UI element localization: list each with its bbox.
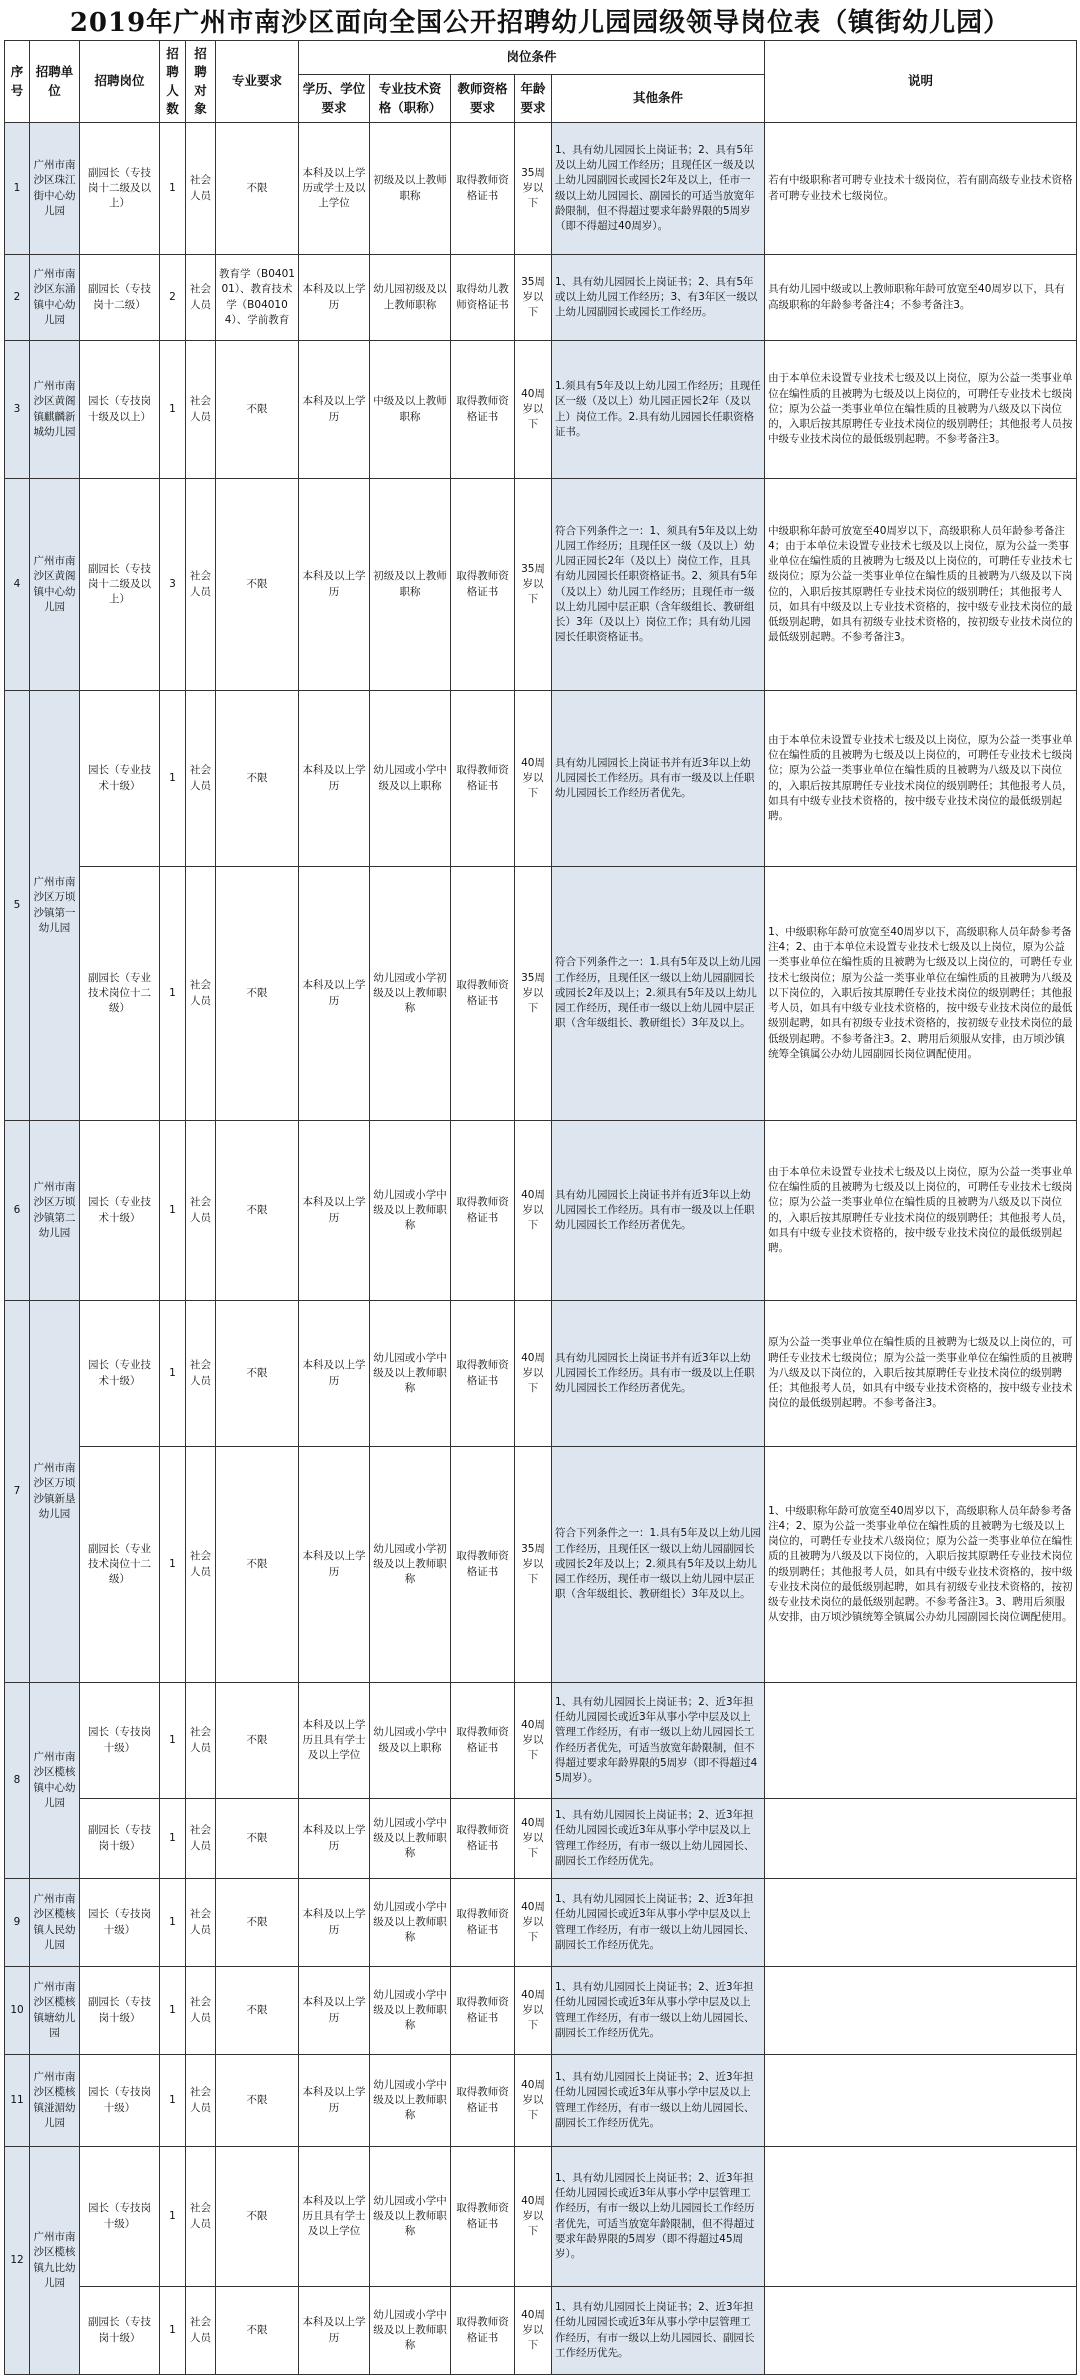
cell-edu: 本科及以上学历 [299,691,370,867]
cell-no: 5 [5,691,30,1121]
cell-cert: 取得教师资格证书 [451,1301,515,1447]
cell-other: 1、具有幼儿园园长上岗证书；2、近3年担任幼儿园园长或近3年从事小学中层及以上管理工作经历，有市一级以上幼儿园园长、副园长工作经历优先。 [552,2055,765,2147]
cell-tech: 幼儿园初级及以上教师职称 [370,255,451,341]
cell-major: 不限 [216,1447,299,1683]
cell-desc: 中级职称年龄可放宽至40周岁以下，高级职称人员年龄参考备注4；由于本单位未设置专业技术七级及以上岗位，原为公益一类事业单位在编性质的且被聘为七级及以上岗位的，可聘任专业技术七级岗位；原为公益一类事业单位在编性质的且被聘为八级及以下岗位的，入职后按其原聘任专业技术岗位的级别聘任；其他报考人员，如具有中级及以上专业技术资格的，按中级专业技术岗位的最低级别起聘，如具有初级专业技术资格的，按初级专业技术岗位的最低级别起聘。不参考备注3。 [765,479,1077,691]
cell-major: 不限 [216,1301,299,1447]
recruitment-table [4,40,1077,2375]
cell-unit: 广州市南沙区榄核镇塘幼儿园 [30,1967,80,2055]
cell-no: 12 [5,2147,30,2375]
cell-desc: 若有中级职称者可聘专业技术十级岗位，若有副高级专业技术资格者可聘专业技术七级岗位。 [765,123,1077,255]
cell-unit: 广州市南沙区榄核镇九比幼儿园 [30,2147,80,2375]
cell-no: 1 [5,123,30,255]
cell-edu: 本科及以上学历 [299,1879,370,1967]
cell-age: 35周岁以下 [515,479,552,691]
cell-cert: 取得教师资格证书 [451,2147,515,2287]
cell-cert: 取得教师资格证书 [451,1967,515,2055]
cell-age: 40周岁以下 [515,2055,552,2147]
cell-tech: 幼儿园或小学中级及以上教师职称 [370,2055,451,2147]
cell-no: 4 [5,479,30,691]
cell-other: 具有幼儿园园长上岗证书并有近3年以上幼儿园园长工作经历。具有市一级及以上任职幼儿园园长工作经历者优先。 [552,1301,765,1447]
cell-other: 1、具有幼儿园园长上岗证书；2、近3年担任幼儿园园长或近3年从事小学中层及以上管理工作经历，有市一级以上幼儿园园长、副园长工作经历优先。 [552,1879,765,1967]
header-desc: 说明 [765,41,1077,123]
cell-unit: 广州市南沙区万顷沙镇第二幼儿园 [30,1121,80,1301]
cell-edu: 本科及以上学历 [299,1301,370,1447]
cell-desc [765,1799,1077,1879]
cell-target: 社会人员 [186,2287,216,2375]
cell-other: 1、具有幼儿园园长上岗证书；2、具有5年或以上幼儿园工作经历；3、有3年区一级以上幼儿园副园长或园长工作经历。 [552,255,765,341]
cell-desc [765,2147,1077,2287]
cell-unit: 广州市南沙区万顷沙镇第一幼儿园 [30,691,80,1121]
cell-post: 园长（专技岗十级） [80,2055,160,2147]
cell-post: 园长（专业技术十级） [80,1301,160,1447]
cell-target: 社会人员 [186,1301,216,1447]
cell-cert: 取得教师资格证书 [451,479,515,691]
cell-edu: 本科及以上学历或学士及以上学位 [299,123,370,255]
cell-unit: 广州市南沙区榄核镇中心幼儿园 [30,1683,80,1879]
cell-post: 园长（专技岗十级） [80,1683,160,1799]
cell-age: 35周岁以下 [515,255,552,341]
cell-count: 1 [160,1967,186,2055]
cell-no: 11 [5,2055,30,2147]
cell-no: 6 [5,1121,30,1301]
table-row [5,1967,1077,2055]
cell-tech: 幼儿园或小学中级及以上教师职称 [370,1121,451,1301]
cell-count: 1 [160,1799,186,1879]
cell-target: 社会人员 [186,867,216,1121]
cell-cert: 取得教师资格证书 [451,2287,515,2375]
cell-desc: 由于本单位未设置专业技术七级及以上岗位，原为公益一类事业单位在编性质的且被聘为七级及以上岗位的，可聘任专业技术七级岗位；原为公益一类事业单位在编性质的且被聘为八级及以下岗位的，入职后按其原聘任专业技术岗位的级别聘任；其他报考人员，如具有中级专业技术资格的，按中级专业技术岗位的最低级别起聘。 [765,691,1077,867]
table-row [5,1799,1077,1879]
cell-count: 1 [160,1121,186,1301]
cell-other: 1、具有幼儿园园长上岗证书；2、具有5年及以上幼儿园工作经历；且现任区一级及以上幼儿园副园长或园长2年及以上，任市一级以上幼儿园园长、副园长的可适当放宽年龄限制，但不得超过要求年龄界限的5周岁（即不得超过40周岁）。 [552,123,765,255]
cell-no: 10 [5,1967,30,2055]
cell-other: 符合下列条件之一：1、须具有5年及以上幼儿园工作经历；且现任区一级（及以上）幼儿园正园长2年（及以上）岗位工作，且具有幼儿园园长任职资格证书。2、须具有5年（及以上）幼儿园工作经历；且现任市一级以上幼儿园中层正职（含年级组长、教研组长）3年（及以上）岗位工作；具有幼儿园园长任职资格证书。 [552,479,765,691]
cell-age: 40周岁以下 [515,1301,552,1447]
cell-edu: 本科及以上学历 [299,341,370,479]
cell-tech: 幼儿园或小学中级及以上教师职称 [370,1967,451,2055]
cell-target: 社会人员 [186,479,216,691]
header-age: 年龄要求 [515,75,552,123]
cell-other: 具有幼儿园园长上岗证书并有近3年以上幼儿园园长工作经历。具有市一级及以上任职幼儿园园长工作经历者优先。 [552,1121,765,1301]
cell-post: 园长（专技岗十级及以上） [80,341,160,479]
table-row [5,691,1077,867]
cell-major: 不限 [216,2055,299,2147]
header-conditions-group: 岗位条件 [299,41,765,75]
table-row [5,867,1077,1121]
cell-major: 不限 [216,1799,299,1879]
cell-edu: 本科及以上学历 [299,867,370,1121]
cell-major: 不限 [216,123,299,255]
cell-age: 40周岁以下 [515,2287,552,2375]
cell-tech: 幼儿园或小学中级及以上职称 [370,691,451,867]
table-row [5,2287,1077,2375]
cell-post: 副园长（专业技术岗位十二级） [80,1447,160,1683]
cell-post: 园长（专业技术十级） [80,691,160,867]
table-row [5,1447,1077,1683]
table-row [5,1301,1077,1447]
cell-major: 不限 [216,341,299,479]
cell-edu: 本科及以上学历 [299,1121,370,1301]
cell-age: 40周岁以下 [515,341,552,479]
table-row [5,479,1077,691]
cell-major: 不限 [216,1967,299,2055]
table-row [5,2147,1077,2287]
cell-count: 1 [160,867,186,1121]
cell-tech: 中级及以上教师职称 [370,341,451,479]
cell-edu: 本科及以上学历且具有学士及以上学位 [299,2147,370,2287]
table-row [5,1879,1077,1967]
cell-count: 1 [160,2287,186,2375]
cell-no: 8 [5,1683,30,1879]
cell-edu: 本科及以上学历 [299,479,370,691]
header-edu: 学历、学位要求 [299,75,370,123]
cell-no: 7 [5,1301,30,1683]
cell-other: 1.须具有5年及以上幼儿园工作经历；且现任区一级（及以上）幼儿园正园长2年（及以上）岗位工作。2.具有幼儿园园长任职资格证书。 [552,341,765,479]
cell-age: 40周岁以下 [515,2147,552,2287]
cell-cert: 取得教师资格证书 [451,123,515,255]
cell-desc [765,1879,1077,1967]
cell-post: 副园长（专技岗十级） [80,1967,160,2055]
cell-edu: 本科及以上学历 [299,1447,370,1683]
cell-other: 1、具有幼儿园园长上岗证书；2、近3年担任幼儿园园长或近3年从事小学中层管理工作经历，有市一级以上幼儿园园长、副园长工作经历优先。 [552,2287,765,2375]
cell-target: 社会人员 [186,255,216,341]
header-unit: 招聘单位 [30,41,80,123]
cell-major: 不限 [216,2147,299,2287]
cell-edu: 本科及以上学历且具有学士及以上学位 [299,1683,370,1799]
cell-count: 1 [160,2147,186,2287]
cell-target: 社会人员 [186,1879,216,1967]
cell-tech: 初级及以上教师职称 [370,479,451,691]
cell-target: 社会人员 [186,2055,216,2147]
cell-other: 具有幼儿园园长上岗证书并有近3年以上幼儿园园长工作经历。具有市一级及以上任职幼儿园园长工作经历者优先。 [552,691,765,867]
cell-cert: 取得教师资格证书 [451,691,515,867]
table-row [5,1121,1077,1301]
header-count: 招聘人数 [160,41,186,123]
cell-cert: 取得幼儿教师资格证书 [451,255,515,341]
cell-tech: 幼儿园或小学中级及以上教师职称 [370,2287,451,2375]
cell-count: 1 [160,1879,186,1967]
header-cert: 教师资格要求 [451,75,515,123]
cell-count: 1 [160,2055,186,2147]
cell-edu: 本科及以上学历 [299,1799,370,1879]
cell-target: 社会人员 [186,1683,216,1799]
cell-desc: 1、中级职称年龄可放宽至40周岁以下，高级职称人员年龄参考备注4；2、由于本单位未设置专业技术七级及以上岗位，原为公益一类事业单位在编性质的且被聘为七级及以上岗位的，可聘任专业技术七级岗位；原为公益一类事业单位在编性质的且被聘为八级及以下岗位的，入职后按其原聘任专业技术岗位的级别聘任；其他报考人员，如具有中级专业技术资格的，按中级专业技术岗位的最低级别起聘，如具有初级专业技术资格的，按初级专业技术岗位的最低级别起聘。不参考备注3。2、聘用后须服从安排，由万顷沙镇统筹全镇属公办幼儿园副园长岗位调配使用。 [765,867,1077,1121]
cell-post: 副园长（专技岗十级） [80,2287,160,2375]
cell-post: 副园长（专技岗十二级及以上） [80,479,160,691]
cell-count: 1 [160,123,186,255]
cell-edu: 本科及以上学历 [299,1967,370,2055]
cell-target: 社会人员 [186,1799,216,1879]
cell-edu: 本科及以上学历 [299,2055,370,2147]
cell-tech: 幼儿园或小学中级及以上职称 [370,1683,451,1799]
cell-unit: 广州市南沙区榄核镇人民幼儿园 [30,1879,80,1967]
cell-count: 3 [160,479,186,691]
cell-major: 不限 [216,479,299,691]
cell-unit: 广州市南沙区黄阁镇麒麟新城幼儿园 [30,341,80,479]
header-other: 其他条件 [552,75,765,123]
page-title: 2019年广州市南沙区面向全国公开招聘幼儿园园级领导岗位表（镇街幼儿园） [69,7,1011,38]
cell-target: 社会人员 [186,1967,216,2055]
cell-target: 社会人员 [186,341,216,479]
cell-unit: 广州市南沙区万顷沙镇新垦幼儿园 [30,1301,80,1683]
cell-cert: 取得教师资格证书 [451,1447,515,1683]
cell-unit: 广州市南沙区榄核镇湴湄幼儿园 [30,2055,80,2147]
cell-major: 不限 [216,2287,299,2375]
cell-tech: 幼儿园或小学中级及以上教师职称 [370,1799,451,1879]
cell-desc: 由于本单位未设置专业技术七级及以上岗位，原为公益一类事业单位在编性质的且被聘为七级及以上岗位的，可聘任专业技术七级岗位；原为公益一类事业单位在编性质的且被聘为八级及以下岗位的，入职后按其原聘任专业技术岗位的级别聘任；其他报考人员按中级专业技术岗位的最低级别起聘。不参考备注3。 [765,341,1077,479]
cell-cert: 取得教师资格证书 [451,1121,515,1301]
cell-cert: 取得教师资格证书 [451,2055,515,2147]
cell-age: 35周岁以下 [515,1447,552,1683]
cell-other: 1、具有幼儿园园长上岗证书；2、近3年担任幼儿园园长或近3年从事小学中层及以上管理工作经历，有市一级以上幼儿园园长、副园长工作经历优先。 [552,1967,765,2055]
cell-post: 园长（专技岗十级） [80,1879,160,1967]
cell-post: 副园长（专技岗十级） [80,1799,160,1879]
cell-target: 社会人员 [186,1121,216,1301]
cell-desc: 由于本单位未设置专业技术七级及以上岗位，原为公益一类事业单位在编性质的且被聘为七级及以上岗位的，可聘任专业技术七级岗位；原为公益一类事业单位在编性质的且被聘为八级及以下岗位的，入职后按其原聘任专业技术岗位的级别聘任；其他报考人员，如具有中级专业技术资格的，按中级专业技术岗位的最低级别起聘。 [765,1121,1077,1301]
cell-count: 1 [160,691,186,867]
cell-desc: 1、中级职称年龄可放宽至40周岁以下，高级职称人员年龄参考备注4；2、原为公益一类事业单位在编性质的且被聘为七级及以上岗位的，可聘任专业技术八级岗位；原为公益一类事业单位在编性质的且被聘为八级及以下岗位的，入职后按其原聘任专业技术岗位的级别聘任；其他报考人员，如具有中级专业技术资格的，按中级专业技术岗位的最低级别起聘，如具有初级专业技术资格的，按初级专业技术岗位的最低级别起聘。不参考备注3。3、聘用后须服从安排，由万顷沙镇统筹全镇属公办幼儿园副园长岗位调配使用。 [765,1447,1077,1683]
cell-other: 符合下列条件之一：1.具有5年及以上幼儿园工作经历，且现任区一级以上幼儿园副园长或园长2年及以上；2.须具有5年及以上幼儿园工作经历，现任市一级以上幼儿园中层正职（含年级组长、教研组长）3年及以上。 [552,867,765,1121]
header-post: 招聘岗位 [80,41,160,123]
cell-post: 副园长（专业技术岗位十二级） [80,867,160,1121]
header-major: 专业要求 [216,41,299,123]
cell-other: 1、具有幼儿园园长上岗证书；2、近3年担任幼儿园园长或近3年从事小学中层及以上管理工作经历，有市一级以上幼儿园园长工作经历者优先，可适当放宽年龄限制，但不得超过要求年龄界限的5周岁（即不得超过45周岁）。 [552,1683,765,1799]
cell-tech: 幼儿园或小学中级及以上教师职称 [370,1301,451,1447]
header-target: 招聘对象 [186,41,216,123]
cell-age: 35周岁以下 [515,123,552,255]
cell-other: 符合下列条件之一：1.具有5年及以上幼儿园工作经历，且现任区一级以上幼儿园副园长或园长2年及以上；2.须具有5年及以上幼儿园工作经历，现任市一级以上幼儿园中层正职（含年级组长、教研组长）3年及以上。 [552,1447,765,1683]
cell-no: 2 [5,255,30,341]
table-row [5,1683,1077,1799]
cell-desc: 具有幼儿园中级或以上教师职称年龄可放宽至40周岁以下，具有高级职称的年龄参考备注4；不参考备注3。 [765,255,1077,341]
cell-count: 2 [160,255,186,341]
cell-cert: 取得教师资格证书 [451,867,515,1121]
cell-count: 1 [160,1447,186,1683]
header-no: 序号 [5,41,30,123]
cell-unit: 广州市南沙区东涌镇中心幼儿园 [30,255,80,341]
cell-tech: 初级及以上教师职称 [370,123,451,255]
cell-age: 40周岁以下 [515,691,552,867]
cell-desc: 原为公益一类事业单位在编性质的且被聘为七级及以上岗位的，可聘任专业技术七级岗位；原为公益一类事业单位在编性质的且被聘为八级及以下岗位的，入职后按其原聘任专业技术岗位的级别聘任；其他报考人员，如具有中级专业技术资格的，按中级专业技术岗位的最低级别起聘。不参考备注3。 [765,1301,1077,1447]
table-row [5,2055,1077,2147]
cell-desc [765,2055,1077,2147]
cell-cert: 取得教师资格证书 [451,1799,515,1879]
cell-target: 社会人员 [186,691,216,867]
cell-no: 3 [5,341,30,479]
cell-age: 40周岁以下 [515,1683,552,1799]
cell-desc [765,1967,1077,2055]
cell-edu: 本科及以上学历 [299,255,370,341]
cell-tech: 幼儿园或小学中级及以上教师职称 [370,1879,451,1967]
cell-tech: 幼儿园或小学初级及以上教师职称 [370,867,451,1121]
cell-post: 副园长（专技岗十二级及以上） [80,123,160,255]
cell-other: 1、具有幼儿园园长上岗证书；2、近3年担任幼儿园园长或近3年从事小学中层管理工作经历，有市一级以上幼儿园园长工作经历者优先，可适当放宽年龄限制，但不得超过要求年龄界限的5周岁（即不得超过45周岁）。 [552,2147,765,2287]
cell-age: 40周岁以下 [515,1967,552,2055]
cell-other: 1、具有幼儿园园长上岗证书；2、近3年担任幼儿园园长或近3年从事小学中层及以上管理工作经历，有市一级以上幼儿园园长、副园长工作经历优先。 [552,1799,765,1879]
cell-count: 1 [160,1301,186,1447]
cell-age: 40周岁以下 [515,1121,552,1301]
cell-desc [765,1683,1077,1799]
cell-post: 副园长（专技岗十二级） [80,255,160,341]
cell-unit: 广州市南沙区黄阁镇中心幼儿园 [30,479,80,691]
cell-post: 园长（专技岗十级） [80,2147,160,2287]
cell-cert: 取得教师资格证书 [451,1683,515,1799]
cell-major: 不限 [216,1683,299,1799]
cell-target: 社会人员 [186,123,216,255]
cell-target: 社会人员 [186,1447,216,1683]
cell-edu: 本科及以上学历 [299,2287,370,2375]
cell-major: 不限 [216,691,299,867]
cell-tech: 幼儿园或小学初级及以上教师职称 [370,1447,451,1683]
cell-cert: 取得教师资格证书 [451,341,515,479]
cell-major: 不限 [216,1121,299,1301]
cell-desc [765,2287,1077,2375]
cell-post: 园长（专业技术十级） [80,1121,160,1301]
table-row [5,255,1077,341]
cell-no: 9 [5,1879,30,1967]
cell-unit: 广州市南沙区珠江街中心幼儿园 [30,123,80,255]
cell-major: 不限 [216,1879,299,1967]
cell-age: 40周岁以下 [515,1879,552,1967]
cell-count: 1 [160,341,186,479]
header-tech: 专业技术资格（职称） [370,75,451,123]
cell-cert: 取得教师资格证书 [451,1879,515,1967]
cell-count: 1 [160,1683,186,1799]
cell-target: 社会人员 [186,2147,216,2287]
cell-age: 35周岁以下 [515,867,552,1121]
cell-major: 不限 [216,867,299,1121]
table-row [5,341,1077,479]
table-row [5,123,1077,255]
cell-major: 教育学（B040101）、教育技术学（B040104）、学前教育 [216,255,299,341]
cell-age: 40周岁以下 [515,1799,552,1879]
cell-tech: 幼儿园或小学中级及以上教师职称 [370,2147,451,2287]
